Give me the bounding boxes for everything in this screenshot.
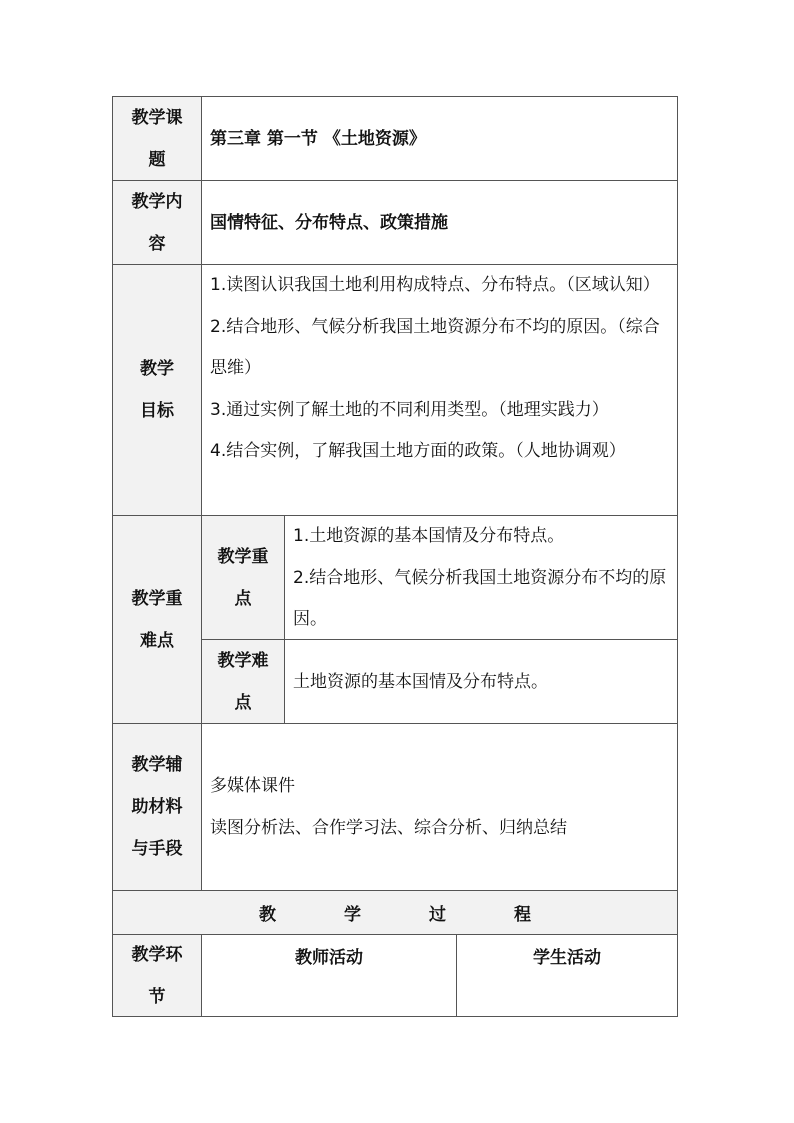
objectives-label: 教学目标 bbox=[140, 359, 174, 421]
objectives-value-cell bbox=[201, 264, 678, 516]
content-value-cell bbox=[201, 180, 678, 265]
student-column-cell bbox=[456, 934, 678, 1017]
difficult-label: 教学难点 bbox=[217, 650, 269, 713]
difficult-label-cell bbox=[201, 639, 285, 724]
important-label: 教学重点 bbox=[217, 546, 269, 609]
course-topic-value: 第三章 第一节 《土地资源》 bbox=[210, 128, 426, 149]
difficult-value-cell bbox=[284, 639, 678, 724]
objective-item: 3.通过实例了解土地的不同利用类型。（地理实践力） bbox=[210, 399, 609, 420]
key-points-label-cell bbox=[112, 515, 202, 724]
content-label: 教学内容 bbox=[131, 191, 183, 254]
teacher-column-header: 教师活动 bbox=[295, 948, 363, 968]
key-points-label: 教学重难点 bbox=[131, 588, 183, 651]
course-topic-label: 教学课题 bbox=[131, 107, 183, 170]
objective-item: 4.结合实例，了解我国土地方面的政策。（人地协调观） bbox=[210, 441, 626, 461]
aid-item: 读图分析法、合作学习法、综合分析、归纳总结 bbox=[210, 817, 567, 838]
process-title-cell bbox=[112, 890, 678, 935]
aids-value-cell bbox=[201, 723, 678, 891]
process-title-char: 教 bbox=[259, 905, 276, 925]
difficult-value: 土地资源的基本国情及分布特点。 bbox=[293, 671, 548, 692]
stage-column-cell bbox=[112, 934, 202, 1017]
content-value: 国情特征、分布特点、政策措施 bbox=[210, 212, 448, 233]
process-title-char: 程 bbox=[514, 905, 531, 925]
important-label-cell bbox=[201, 515, 285, 640]
stage-column-header: 教学环节 bbox=[131, 944, 183, 1007]
process-title-char: 学 bbox=[344, 905, 361, 925]
student-column-header: 学生活动 bbox=[533, 948, 601, 968]
course-topic-label-cell bbox=[112, 96, 202, 181]
aids-label-cell bbox=[112, 723, 202, 891]
objective-item: 2.结合地形、气候分析我国土地资源分布不均的原因。（综合思维） bbox=[210, 316, 660, 378]
important-item: 2.结合地形、气候分析我国土地资源分布不均的原因。 bbox=[293, 567, 667, 629]
objectives-label-cell bbox=[112, 264, 202, 516]
important-value-cell bbox=[284, 515, 678, 640]
objective-item: 1.读图认识我国土地利用构成特点、分布特点。（区域认知） bbox=[210, 275, 660, 295]
course-topic-value-cell bbox=[201, 96, 678, 181]
content-label-cell bbox=[112, 180, 202, 265]
teacher-column-cell bbox=[201, 934, 457, 1017]
process-title-char: 过 bbox=[429, 905, 446, 925]
important-item: 1.土地资源的基本国情及分布特点。 bbox=[293, 526, 565, 546]
aids-label: 教学辅助材料与手段 bbox=[131, 755, 183, 859]
aid-item: 多媒体课件 bbox=[210, 776, 295, 796]
